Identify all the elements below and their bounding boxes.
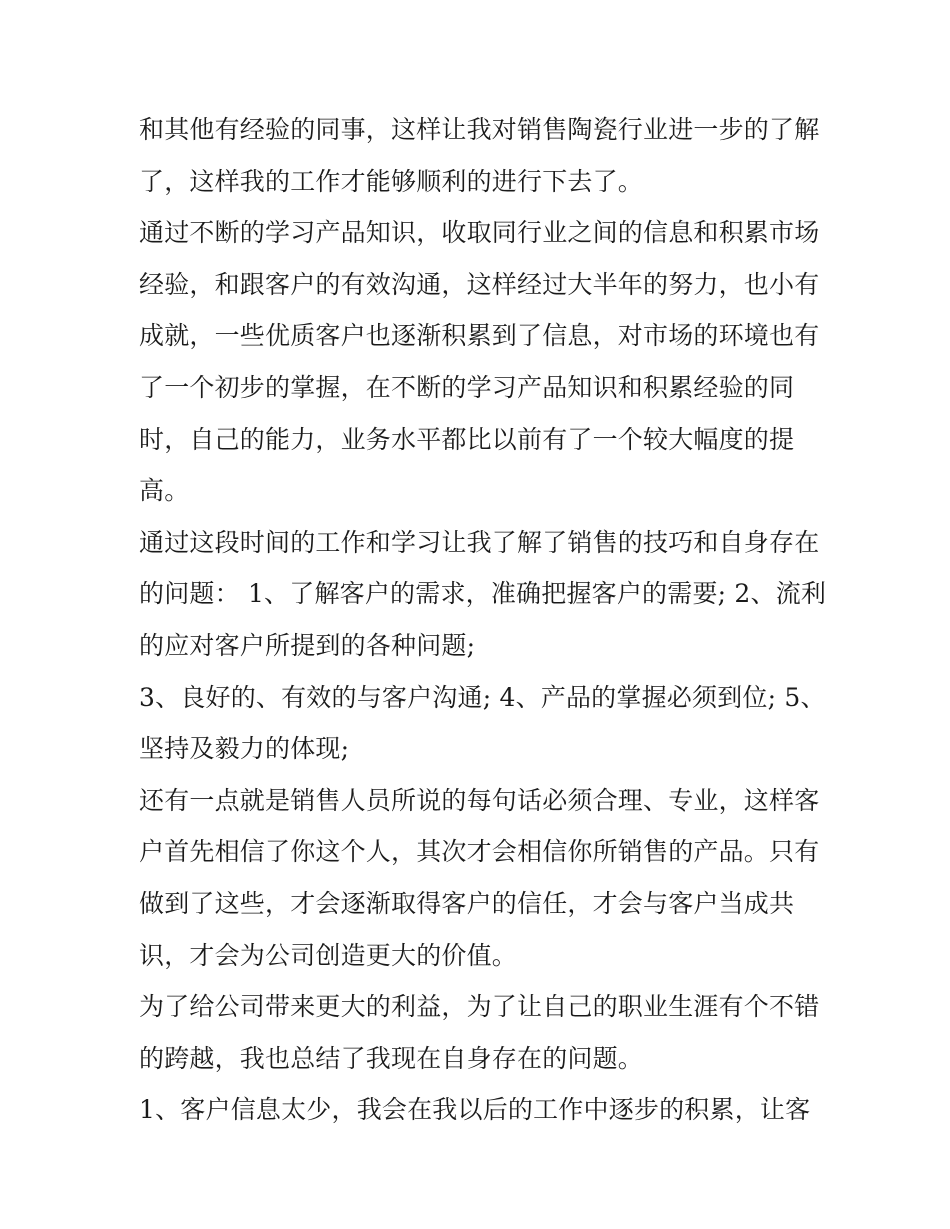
text-line: 坚持及毅力的体现; [139, 734, 350, 764]
text-line: 还有一点就是销售人员所说的每句话必须合理、专业，这样客 [139, 785, 820, 815]
text-line: 的应对客户所提到的各种问题; [139, 630, 476, 660]
text-line: 了一个初步的掌握，在不断的学习产品知识和积累经验的同 [139, 372, 795, 402]
text-line: 做到了这些，才会逐渐取得客户的信任，才会与客户当成共 [139, 888, 795, 918]
text-line: 的跨越，我也总结了我现在自身存在的问题。 [139, 1043, 644, 1073]
text-line: 户首先相信了你这个人，其次才会相信你所销售的产品。只有 [139, 837, 820, 867]
text-line: 通过这段时间的工作和学习让我了解了销售的技巧和自身存在 [139, 527, 820, 557]
text-line: 3、良好的、有效的与客户沟通; 4、产品的掌握必须到位; 5、 [139, 682, 826, 712]
text-line: 1、客户信息太少，我会在我以后的工作中逐步的积累，让客 [139, 1095, 811, 1125]
text-line: 识，才会为公司创造更大的价值。 [139, 940, 518, 970]
text-line: 了，这样我的工作才能够顺利的进行下去了。 [139, 166, 644, 196]
text-line: 成就，一些优质客户也逐渐积累到了信息，对市场的环境也有 [139, 321, 820, 351]
text-line: 经验，和跟客户的有效沟通，这样经过大半年的努力，也小有 [139, 269, 820, 299]
text-line: 通过不断的学习产品知识，收取同行业之间的信息和积累市场 [139, 218, 820, 248]
text-line: 为了给公司带来更大的利益，为了让自己的职业生涯有个不错 [139, 992, 820, 1022]
text-line: 高。 [139, 476, 190, 506]
text-line: 的问题： 1、了解客户的需求，准确把握客户的需要; 2、流利 [139, 579, 827, 609]
text-line: 和其他有经验的同事，这样让我对销售陶瓷行业进一步的了解 [139, 115, 820, 144]
text-line: 时，自己的能力，业务水平都比以前有了一个较大幅度的提 [139, 424, 795, 454]
body-text [139, 104, 829, 1136]
